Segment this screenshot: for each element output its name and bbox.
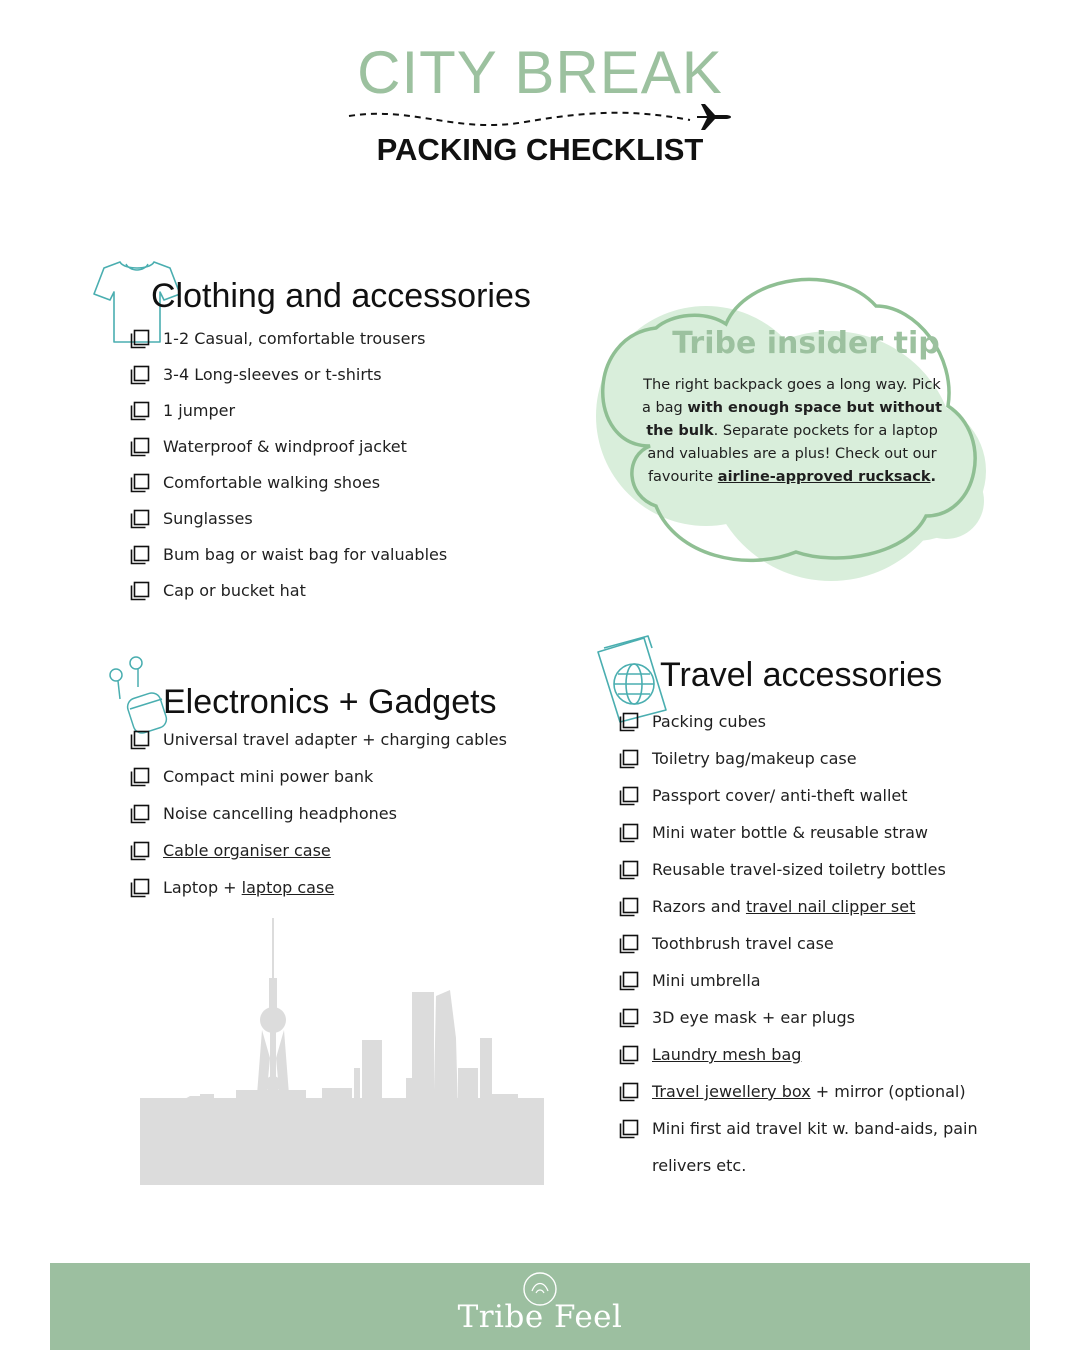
brand-name: Tribe Feel (457, 1299, 623, 1335)
checkbox-icon[interactable] (130, 365, 150, 385)
laundry-bag-link[interactable]: Laundry mesh bag (652, 1045, 802, 1064)
list-item[interactable] (619, 777, 1039, 814)
list-item[interactable] (619, 925, 1039, 962)
checkbox-icon[interactable] (619, 971, 639, 991)
list-item-label: Passport cover/ anti-theft wallet (652, 786, 908, 805)
travel-section-title: Travel accessories (660, 656, 943, 694)
list-item-label: relivers etc. (652, 1156, 747, 1175)
checkbox-icon[interactable] (619, 1008, 639, 1028)
footer-bar (50, 1263, 1030, 1350)
list-item[interactable] (619, 1110, 1039, 1147)
list-item-label: Sunglasses (163, 509, 253, 528)
checkbox-icon[interactable] (619, 1045, 639, 1065)
checkbox-icon[interactable] (130, 401, 150, 421)
list-item-label: Waterproof & windproof jacket (163, 437, 407, 456)
checkbox-icon[interactable] (130, 509, 150, 529)
checkbox-icon[interactable] (619, 749, 639, 769)
list-item-label: Noise cancelling headphones (163, 804, 397, 823)
checkbox-icon[interactable] (130, 730, 150, 750)
checkbox-icon[interactable] (619, 823, 639, 843)
list-item[interactable] (619, 740, 1039, 777)
checkbox-icon[interactable] (130, 329, 150, 349)
list-item[interactable] (130, 573, 570, 609)
tip-period: . (930, 469, 937, 485)
laptop-case-link[interactable]: laptop case (241, 878, 335, 897)
tip-body (637, 374, 947, 489)
skyline-illustration (140, 918, 544, 1185)
checkbox-icon[interactable] (130, 581, 150, 601)
list-item-label: 3D eye mask + ear plugs (652, 1008, 855, 1027)
list-item[interactable] (619, 888, 1039, 925)
clothing-checklist (130, 321, 570, 609)
checkbox-icon[interactable] (619, 860, 639, 880)
list-item-label: 3-4 Long-sleeves or t-shirts (163, 365, 382, 384)
tip-text: The right backpack goes a long way. Pick a bag (641, 377, 941, 416)
list-item-label: Comfortable walking shoes (163, 473, 381, 492)
list-item-label: Cap or bucket hat (163, 581, 306, 600)
list-item[interactable] (130, 465, 570, 501)
list-item-label: 1 jumper (163, 401, 236, 420)
list-item[interactable] (130, 357, 570, 393)
list-item[interactable] (130, 758, 570, 795)
checkbox-icon[interactable] (619, 1119, 639, 1139)
list-item[interactable] (130, 537, 570, 573)
checkbox-icon[interactable] (130, 767, 150, 787)
list-item-label: Toothbrush travel case (652, 934, 834, 953)
electronics-checklist (130, 721, 570, 906)
list-item[interactable] (130, 721, 570, 758)
checkbox-icon[interactable] (130, 804, 150, 824)
list-item-label: Mini water bottle & reusable straw (652, 823, 928, 842)
checkbox-icon[interactable] (130, 841, 150, 861)
list-item[interactable] (619, 1036, 1039, 1073)
page-title: CITY BREAK (357, 39, 723, 106)
list-item-label: Packing cubes (652, 712, 766, 731)
list-item-label: Laptop + (163, 878, 242, 897)
list-item[interactable] (130, 321, 570, 357)
list-item[interactable] (130, 869, 570, 906)
list-item[interactable] (130, 393, 570, 429)
list-item-label: Reusable travel-sized toiletry bottles (652, 860, 946, 879)
checkbox-icon[interactable] (619, 897, 639, 917)
list-item-continuation (619, 1147, 1039, 1184)
checkbox-icon[interactable] (130, 545, 150, 565)
travel-checklist (619, 703, 1039, 1184)
rucksack-link[interactable]: airline-approved rucksack (717, 469, 931, 485)
list-item[interactable] (619, 814, 1039, 851)
list-item-label: Bum bag or waist bag for valuables (163, 545, 448, 564)
clothing-section-title: Clothing and accessories (151, 277, 531, 315)
checkbox-icon[interactable] (619, 1082, 639, 1102)
list-item[interactable] (619, 703, 1039, 740)
list-item[interactable] (619, 999, 1039, 1036)
list-item-label: 1-2 Casual, comfortable trousers (163, 329, 426, 348)
list-item-label: + mirror (optional) (810, 1082, 966, 1101)
checkbox-icon[interactable] (130, 473, 150, 493)
tip-bold-text: with enough space but without the bulk (646, 400, 943, 439)
list-item[interactable] (130, 795, 570, 832)
list-item-label: Razors and (652, 897, 746, 916)
electronics-section-title: Electronics + Gadgets (163, 683, 497, 721)
checkbox-icon[interactable] (619, 934, 639, 954)
list-item-label: Toiletry bag/makeup case (652, 749, 857, 768)
cable-organiser-link[interactable]: Cable organiser case (163, 841, 331, 860)
nail-clipper-link[interactable]: travel nail clipper set (745, 897, 916, 916)
checkbox-icon[interactable] (619, 712, 639, 732)
list-item-label: Universal travel adapter + charging cables (163, 730, 507, 749)
list-item[interactable] (130, 832, 570, 869)
checkbox-icon[interactable] (130, 878, 150, 898)
list-item-label: Mini first aid travel kit w. band-aids, pain (652, 1119, 978, 1138)
list-item-label: Mini umbrella (652, 971, 761, 990)
list-item[interactable] (130, 501, 570, 537)
list-item[interactable] (619, 851, 1039, 888)
checkbox-icon[interactable] (130, 437, 150, 457)
tip-text: . Separate pockets for a laptop and valuables are a plus! Check out our favourite (647, 423, 938, 485)
list-item-label: Compact mini power bank (163, 767, 374, 786)
page-subtitle: PACKING CHECKLIST (376, 132, 704, 167)
tip-title: Tribe insider tip (672, 326, 940, 361)
airplane-icon (697, 104, 731, 130)
flight-path-decoration (345, 96, 735, 136)
list-item[interactable] (619, 1073, 1039, 1110)
checkbox-icon[interactable] (619, 786, 639, 806)
list-item[interactable] (130, 429, 570, 465)
list-item[interactable] (619, 962, 1039, 999)
jewellery-box-link[interactable]: Travel jewellery box (652, 1082, 811, 1101)
